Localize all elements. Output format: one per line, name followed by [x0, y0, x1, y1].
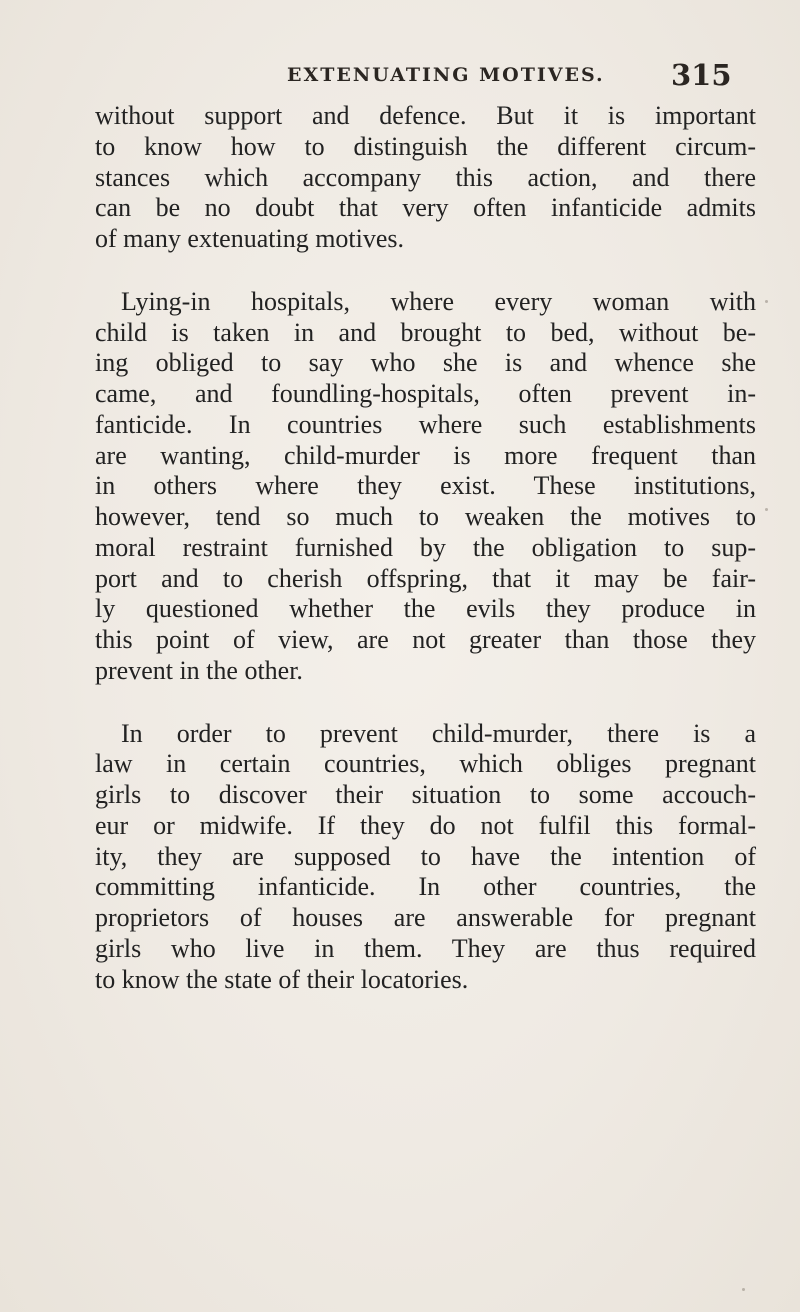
paper-speck	[742, 1288, 745, 1291]
text-line: prevent in the other.	[95, 655, 303, 685]
text-line: ly questioned whether the evils they produce in	[95, 594, 756, 624]
text-line: In order to prevent child-murder, there is a	[121, 718, 756, 748]
text-line: of many extenuating motives.	[95, 224, 405, 253]
running-title: EXTENUATING MOTIVES.	[287, 64, 605, 86]
text-line: ity, they are supposed to have the intention of	[95, 841, 756, 871]
text-line: to know the state of their locatories.	[95, 964, 469, 994]
text-line: are wanting, child-murder is more frequent than	[95, 440, 756, 470]
page-header	[0, 58, 800, 98]
text-line: proprietors of houses are answerable for pregnant	[95, 903, 756, 932]
text-line: port and to cherish offspring, that it may be fair-	[95, 563, 756, 593]
text-line: without support and defence. But it is important	[95, 101, 756, 130]
text-line: child is taken in and brought to bed, without be-	[95, 317, 756, 347]
paragraph-1	[95, 101, 756, 255]
text-line: can be no doubt that very often infanticide admits	[95, 193, 756, 223]
text-line: Lying-in hospitals, where every woman with	[121, 286, 756, 316]
text-line: eur or midwife. If they do not fulfil this formal-	[95, 810, 756, 840]
paper-speck	[765, 508, 768, 511]
text-line: ing obliged to say who she is and whence she	[95, 348, 756, 378]
text-line: committing infanticide. In other countries, the	[95, 872, 756, 902]
text-line: moral restraint furnished by the obligation to sup-	[95, 532, 756, 562]
paragraph-2	[95, 287, 756, 687]
text-line: girls to discover their situation to some accouch-	[95, 780, 756, 809]
text-line: stances which accompany this action, and there	[95, 162, 756, 192]
page-number: 315	[671, 58, 732, 92]
paper-speck	[765, 300, 768, 303]
text-line: this point of view, are not greater than those they	[95, 625, 756, 654]
text-line: to know how to distinguish the different circum-	[95, 131, 756, 161]
text-line: law in certain countries, which obliges pregnant	[95, 749, 756, 779]
text-line: girls who live in them. They are thus required	[95, 933, 756, 963]
body-text	[95, 101, 756, 995]
text-line: in others where they exist. These institutions,	[95, 471, 756, 501]
text-line: came, and foundling-hospitals, often prevent in-	[95, 379, 756, 408]
text-line: fanticide. In countries where such establishments	[95, 409, 756, 439]
paragraph-3	[95, 719, 756, 996]
text-line: however, tend so much to weaken the motives to	[95, 502, 756, 531]
